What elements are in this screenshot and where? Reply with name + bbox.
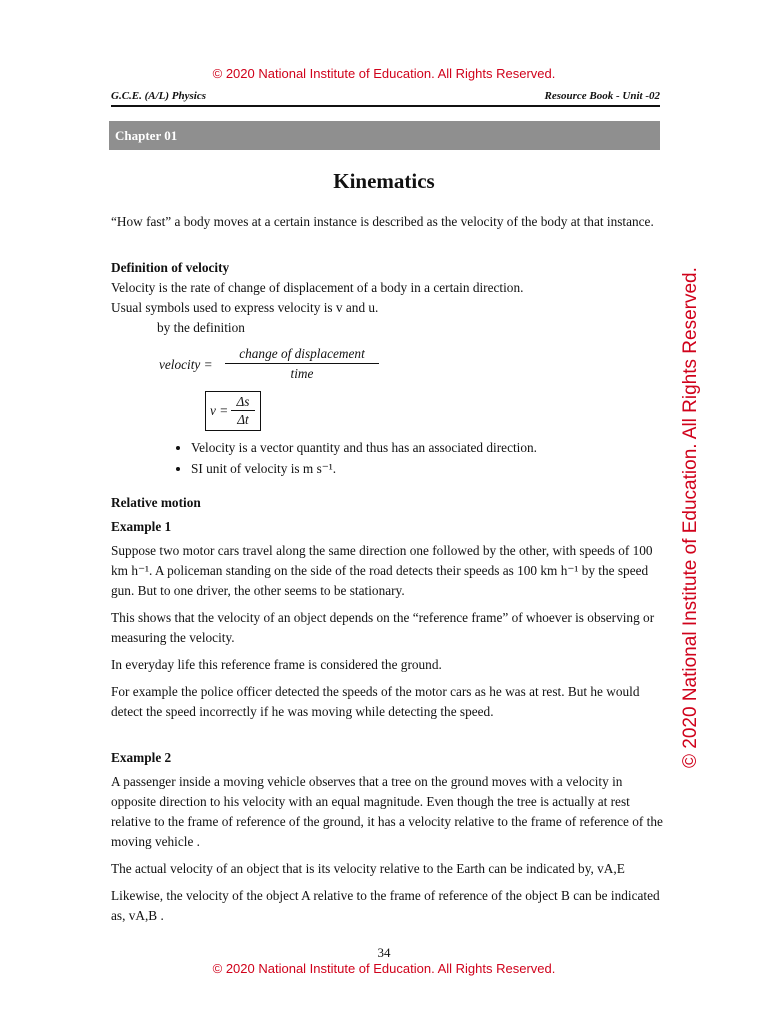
- definition-line: by the definition: [157, 320, 245, 335]
- example2-paragraph: Likewise, the velocity of the object A relative to the frame of reference of the object B can be indicated as, vA,B .: [111, 888, 660, 923]
- page-number: 34: [377, 945, 391, 960]
- copyright-notice-bottom: © 2020 National Institute of Education. All Rights Reserved.: [212, 961, 556, 976]
- example1-paragraph: In everyday life this reference frame is considered the ground.: [111, 657, 442, 672]
- relative-motion-heading: Relative motion: [111, 495, 201, 510]
- header-left: G.C.E. (A/L) Physics: [111, 90, 207, 102]
- boxed-formula-denominator: Δt: [237, 412, 249, 427]
- header-right: Resource Book - Unit -02: [544, 90, 660, 102]
- example1-paragraph: Suppose two motor cars travel along the same direction one followed by the other, with speeds of 100 km h⁻¹. A policeman standing on the side of the road detects their speeds as 100 km h⁻¹ by the speed gun. But to one driver, the other seems to be stationary.: [111, 543, 653, 598]
- example1-heading: Example 1: [111, 519, 172, 534]
- boxed-formula-numerator: Δs: [231, 393, 255, 411]
- copyright-notice-top: © 2020 National Institute of Education. All Rights Reserved.: [212, 66, 556, 81]
- chapter-banner: Chapter 01: [109, 121, 660, 150]
- definition-bullets: [191, 437, 663, 479]
- definition-line: Velocity is the rate of change of displacement of a body in a certain direction.: [111, 280, 524, 295]
- example2-heading: Example 2: [111, 750, 172, 765]
- copyright-watermark-side: © 2020 National Institute of Education. All Rights Reserved.: [680, 267, 701, 768]
- intro-paragraph: “How fast” a body moves at a certain instance is described as the velocity of the body at that instance.: [111, 214, 654, 229]
- example2-paragraph: A passenger inside a moving vehicle observes that a tree on the ground moves with a velocity in opposite direction to his velocity with an equal magnitude. Even though the tree is actually at rest relative to the frame of reference of the ground, it has a velocity relative to the frame of reference of the moving vehicle .: [111, 774, 663, 849]
- running-header: [111, 89, 660, 107]
- bullet-item: • SI unit of velocity is m s⁻¹.: [191, 458, 663, 479]
- page-title: Kinematics: [333, 169, 435, 193]
- formula-numerator: change of displacement: [225, 345, 379, 364]
- formula-lhs: velocity =: [159, 357, 213, 372]
- bullet-item: • Velocity is a vector quantity and thus has an associated direction.: [191, 437, 663, 458]
- boxed-formula-fraction: [231, 393, 255, 428]
- definition-line: Usual symbols used to express velocity is v and u.: [111, 300, 379, 315]
- example1-paragraph: For example the police officer detected the speeds of the motor cars as he was at rest. But he would detect the speed incorrectly if he was moving while detecting the speed.: [111, 684, 640, 719]
- boxed-formula-lhs: v =: [210, 403, 229, 418]
- definition-heading: Definition of velocity: [111, 260, 230, 275]
- boxed-formula: [205, 391, 261, 431]
- example1-paragraph: This shows that the velocity of an object depends on the “reference frame” of whoever is observing or measuring the velocity.: [111, 610, 655, 645]
- formula-fraction: [225, 345, 379, 384]
- page-body: [111, 212, 663, 926]
- velocity-formula: [159, 345, 663, 385]
- example2-paragraph: The actual velocity of an object that is its velocity relative to the Earth can be indicated by, vA,E: [111, 861, 625, 876]
- formula-denominator: time: [290, 366, 314, 381]
